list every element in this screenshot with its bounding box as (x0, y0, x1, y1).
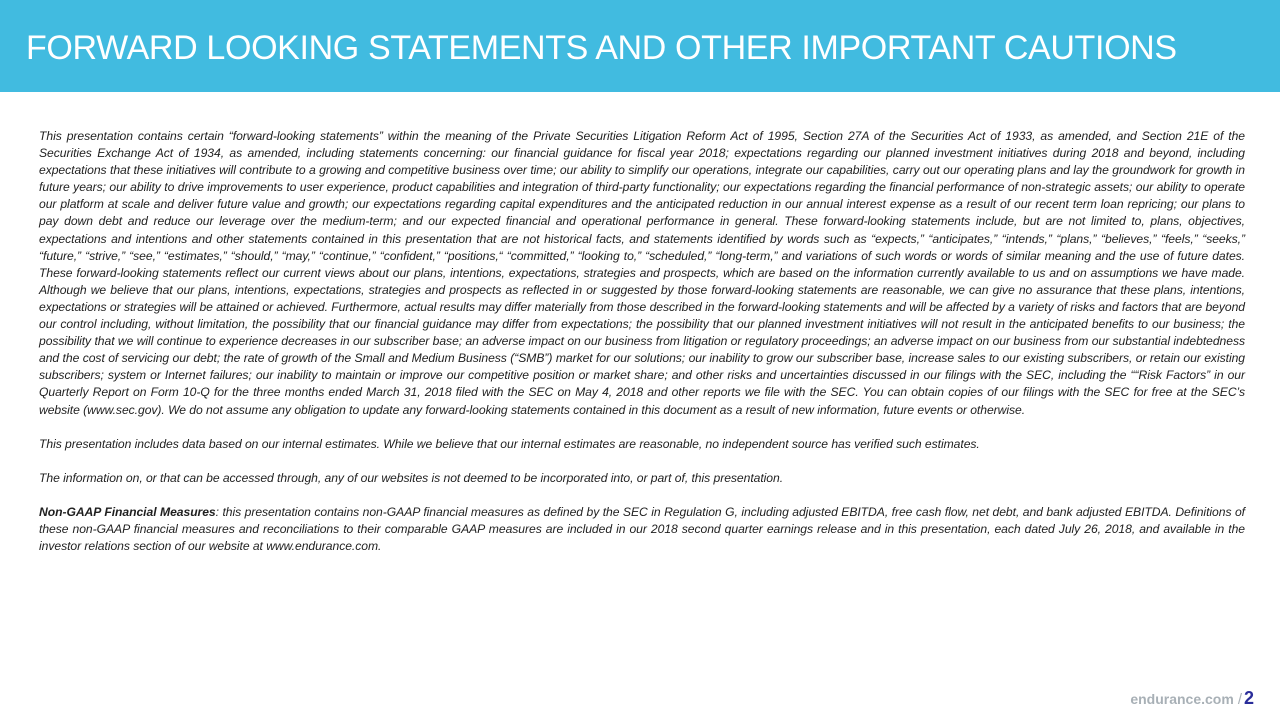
header-band (0, 0, 1280, 92)
slide-title: FORWARD LOOKING STATEMENTS AND OTHER IMPORTANT CAUTIONS (26, 29, 1177, 67)
non-gaap-label: Non-GAAP Financial Measures (39, 505, 216, 520)
disclaimer-body (39, 128, 1245, 572)
footer-site: endurance.com (1130, 691, 1234, 707)
slide-footer (1130, 688, 1254, 712)
forward-looking-paragraph: This presentation contains certain “forward-looking statements” within the meaning of the Private Securities Litigation Reform Act of 1995, Section 27A of the Securities Act of 1933, as amended, and Section 21E of the Securities Exchange Act of 1934, as amended, including statements concerning: our financial guidance for fiscal year 2018; expectations regarding our planned investment initiatives during 2018 and beyond, including expectations that these initiatives will contribute to a growing and competitive business over time; our ability to simplify our operations, integrate our capabilities, carry out our operating plans and lay the groundwork for growth in future years; our ability to drive improvements to user experience, product capabilities and integration of third-party functionality; our expectations regarding the financial performance of non-strategic assets; our ability to operate our platform at scale and deliver future value and growth; our expectations regarding capital expenditures and the anticipated reduction in our annual interest expense as a result of our recent term loan repricing; our plans to pay down debt and reduce our leverage over the medium-term; and our expected financial and operational performance in general. These forward-looking statements include, but are not limited to, plans, objectives, expectations and intentions and other statements contained in this presentation that are not historical facts, and statements identified by words such as “expects,” “anticipates,” “intends,” “plans,” “believes,” “feels,” “seeks,” “future,” “strive,” “see,” “estimates,” “should,” “may,” “continue,” “confident,” “positions,“ “committed,” “looking to,” “scheduled,” “long-term,” and variations of such words or words of similar meaning and the use of future dates. These forward-looking statements reflect our current views about our plans, intentions, expectations, strategies and prospects, which are based on the information currently available to us and on assumptions we have made. Although we believe that our plans, intentions, expectations, strategies and prospects as reflected in or suggested by those forward-looking statements are reasonable, we can give no assurance that these plans, intentions, expectations or strategies will be attained or achieved. Furthermore, actual results may differ materially from those described in the forward-looking statements and will be affected by a variety of risks and factors that are beyond our control including, without limitation, the possibility that our financial guidance may differ from expectations; the possibility that our planned investment initiatives will not result in the anticipated benefits to our business; the possibility that we will continue to experience decreases in our subscriber base; an adverse impact on our business from litigation or regulatory proceedings; an adverse impact on our business from our substantial indebtedness and the cost of servicing our debt; the rate of growth of the Small and Medium Business (“SMB”) market for our solutions; our inability to grow our subscriber base, increase sales to our existing subscribers, or retain our existing subscribers; system or Internet failures; our inability to maintain or improve our competitive position or market share; and other risks and uncertainties discussed in our filings with the SEC, including the ““Risk Factors” in our Quarterly Report on Form 10-Q for the three months ended March 31, 2018 filed with the SEC on May 4, 2018 and other reports we file with the SEC. You can obtain copies of our filings with the SEC for free at the SEC’s website (www.sec.gov). We do not assume any obligation to update any forward-looking statements contained in this document as a result of new information, future events or otherwise. (39, 129, 1245, 417)
non-gaap-paragraph (39, 504, 1245, 555)
footer-separator: / (1237, 691, 1242, 708)
websites-paragraph: The information on, or that can be accessed through, any of our websites is not deemed to be incorporated into, or part of, this presentation. (39, 470, 784, 485)
page-number: 2 (1243, 688, 1254, 708)
non-gaap-text: : this presentation contains non-GAAP financial measures as defined by the SEC in Regulation G, including adjusted EBITDA, free cash flow, net debt, and bank adjusted EBITDA. Definitions of these non-GAAP financial measures and reconciliations to their comparable GAAP measures are included in our 2018 second quarter earnings release and in this presentation, each dated July 26, 2018, and available in the investor relations section of our website at www.endurance.com. (39, 505, 1245, 554)
internal-estimates-paragraph: This presentation includes data based on our internal estimates. While we believe that our internal estimates are reasonable, no independent source has verified such estimates. (39, 436, 980, 451)
